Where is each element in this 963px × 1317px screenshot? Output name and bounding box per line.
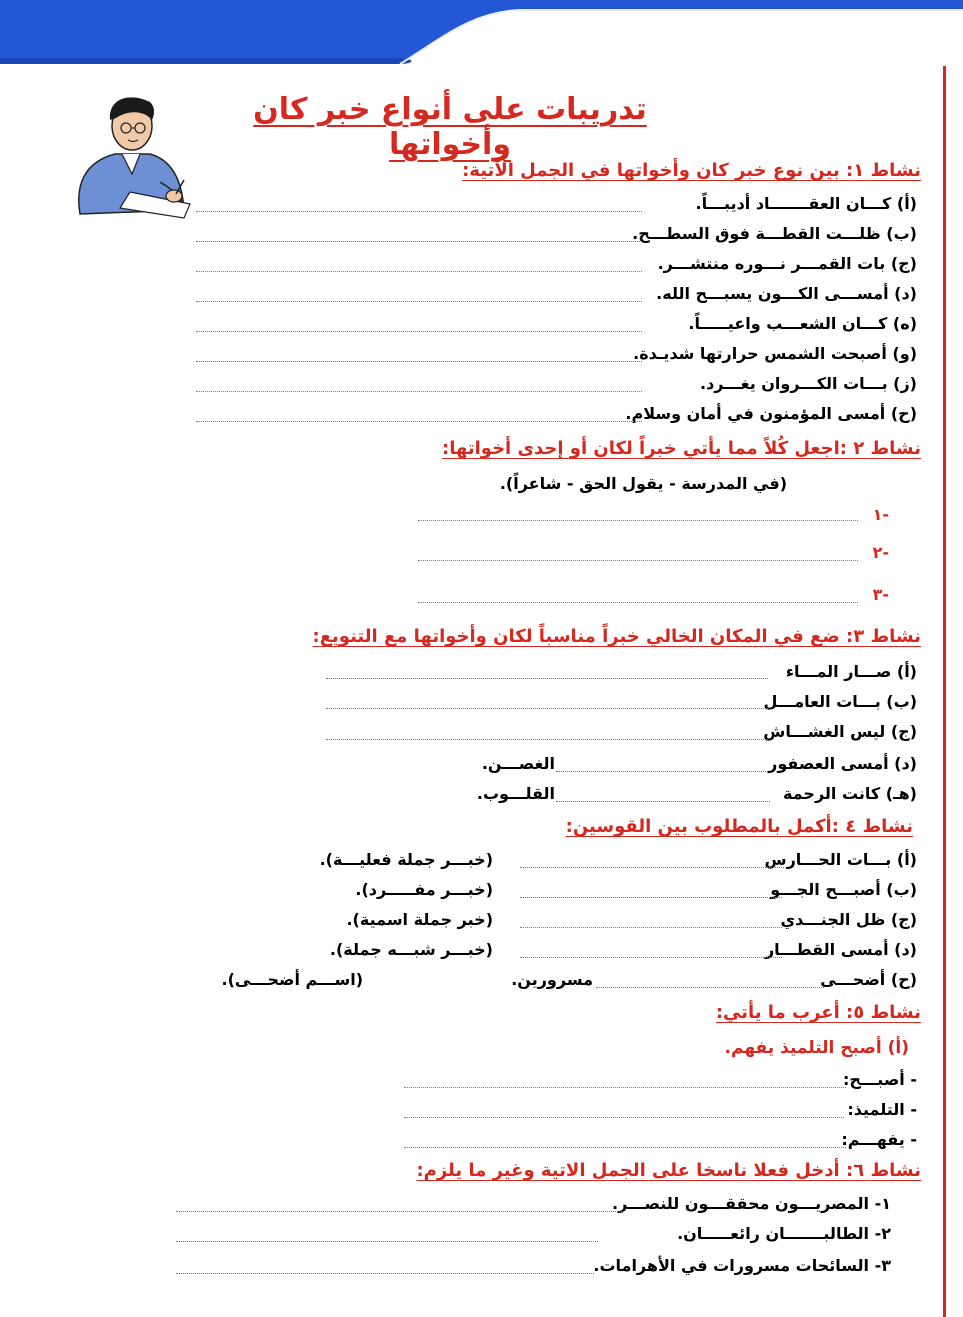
answer-line[interactable] xyxy=(196,271,642,272)
activity4-item xyxy=(765,940,917,959)
activity6-item xyxy=(612,1194,891,1213)
activity5-item-label: - التلميذ: xyxy=(847,1100,917,1119)
activity4-item-text: (ب) أصبـــح الجـــو xyxy=(770,880,917,899)
activity1-item-text: (د) أمســـى الكـــون يسبـــح الله. xyxy=(656,284,917,303)
answer-line[interactable] xyxy=(556,771,766,772)
activity4-item xyxy=(820,970,917,989)
activity2-number: -٣ xyxy=(872,585,889,604)
activity3-item xyxy=(768,754,917,773)
activity4-hint: (خبـــر مفـــــرد). xyxy=(355,880,493,899)
activity4-item xyxy=(765,850,917,869)
activity3-item xyxy=(763,722,917,741)
activity4-item-text: (د) أمسى القطـــار xyxy=(764,940,917,959)
activity1-item xyxy=(696,194,917,213)
answer-line[interactable] xyxy=(520,867,784,868)
activity5-heading: نشاط ٥: أعرب ما يأتي: xyxy=(715,1002,921,1023)
activity1-item-text: (ز) بـــات الكـــروان يغـــرد. xyxy=(700,374,917,393)
answer-line[interactable] xyxy=(596,987,824,988)
activity6-heading: نشاط ٦: أدخل فعلا ناسخا على الجمل الاتية وغير ما يلزم: xyxy=(416,1160,921,1181)
activity6-item-text: ١- المصريـــون محققـــون للنصـــر. xyxy=(612,1194,891,1213)
answer-line[interactable] xyxy=(196,211,642,212)
answer-line[interactable] xyxy=(418,560,858,561)
activity4-heading: نشاط ٤ :أكمل بالمطلوب بين القوسين: xyxy=(565,816,913,837)
answer-line[interactable] xyxy=(418,602,858,603)
activity3-item-text: (د) أمسى العصفور xyxy=(768,754,917,773)
activity6-item-text: ٣- السائحات مسرورات في الأهرامات. xyxy=(593,1256,891,1275)
answer-line[interactable] xyxy=(176,1241,598,1242)
activity1-item-text: (ب) ظلـــت القطـــة فوق السطـــح. xyxy=(632,224,917,243)
activity3-item-text: (ب) بـــات العامـــل xyxy=(763,692,917,711)
activity1-item-text: (ح) أمسى المؤمنون في أمان وسلام. xyxy=(625,404,917,423)
answer-line[interactable] xyxy=(326,678,768,679)
activity1-item xyxy=(656,284,917,303)
activity3-item-text: (هـ) كانت الرحمة xyxy=(783,784,917,803)
activity1-item xyxy=(688,314,917,333)
answer-line[interactable] xyxy=(196,391,642,392)
activity4-hint: (خبـــر شبـــه جملة). xyxy=(329,940,493,959)
activity4-item xyxy=(780,910,917,929)
answer-line[interactable] xyxy=(326,739,768,740)
activity5-item-label: - يفهـــم: xyxy=(841,1130,917,1149)
activity6-item-text: ٢- الطالبـــــــان رائعـــــان. xyxy=(677,1224,891,1243)
activity5-sentence: (أ) أصبح التلميذ يفهم. xyxy=(724,1038,909,1058)
activity1-item xyxy=(658,254,917,273)
answer-line[interactable] xyxy=(196,361,642,362)
activity1-item-text: (ه) كـــان الشعـــب واعيـــــاً. xyxy=(688,314,917,333)
activity1-heading: نشاط ١: بين نوع خبر كان وأخواتها في الجمل الآتية: xyxy=(462,160,921,181)
activity2-words: (في المدرسة - يقول الحق - شاعراً). xyxy=(499,474,787,493)
activity4-word: مسرورين. xyxy=(511,970,593,989)
activity4-hint: (خبـــر جملة فعليـــة). xyxy=(319,850,493,869)
activity5-item xyxy=(843,1070,917,1089)
activity1-item xyxy=(632,224,917,243)
activity3-item xyxy=(786,662,917,681)
activity1-item xyxy=(625,404,917,423)
answer-line[interactable] xyxy=(196,421,642,422)
answer-line[interactable] xyxy=(176,1211,624,1212)
activity3-item-tail: الغصـــن. xyxy=(481,754,555,773)
page-title: تدريبات على أنواع خبر كان وأخواتها xyxy=(253,92,647,162)
answer-line[interactable] xyxy=(520,897,782,898)
answer-line[interactable] xyxy=(404,1087,846,1088)
activity3-item-tail: القلـــوب. xyxy=(476,784,555,803)
activity3-item xyxy=(764,692,917,711)
right-margin-rule xyxy=(943,66,946,1317)
answer-line[interactable] xyxy=(196,331,642,332)
activity4-hint: (خبر جملة اسمية). xyxy=(346,910,493,929)
activity1-item-text: (ج) بات القمـــر نـــوره منتشـــر. xyxy=(657,254,917,273)
answer-line[interactable] xyxy=(176,1273,594,1274)
student-writing-illustration xyxy=(60,84,200,224)
answer-line[interactable] xyxy=(418,520,858,521)
activity1-item xyxy=(633,344,917,363)
answer-line[interactable] xyxy=(404,1117,844,1118)
activity3-item-text: (أ) صـــار المـــاء xyxy=(785,662,917,681)
activity4-item-text: (أ) بـــات الحـــارس xyxy=(764,850,917,869)
answer-line[interactable] xyxy=(404,1147,846,1148)
activity4-item-text: (ح) أضحـــى xyxy=(820,970,917,989)
activity5-item xyxy=(847,1100,917,1119)
activity6-item xyxy=(677,1224,891,1243)
activity5-item xyxy=(841,1130,917,1149)
answer-line[interactable] xyxy=(520,957,782,958)
activity1-item xyxy=(700,374,917,393)
answer-line[interactable] xyxy=(196,301,642,302)
answer-line[interactable] xyxy=(520,927,782,928)
activity2-number: -١ xyxy=(872,505,889,524)
activity2-number: -٢ xyxy=(872,543,889,562)
activity4-item-text: (ج) ظل الجنـــدي xyxy=(780,910,917,929)
activity3-item-text: (ج) ليس الغشـــاش xyxy=(763,722,917,741)
activity6-item xyxy=(593,1256,891,1275)
activity3-item xyxy=(783,784,917,803)
activity4-item xyxy=(770,880,917,899)
activity5-item-label: - أصبـــح: xyxy=(842,1070,917,1089)
activity3-heading: نشاط ٣: ضع في المكان الخالي خبراً مناسباً لكان وأخواتها مع التنويع: xyxy=(312,626,921,647)
top-banner xyxy=(0,0,963,68)
activity1-item-text: (و) أصبحت الشمس حرارتها شديـدة. xyxy=(633,344,917,363)
activity2-heading: نشاط ٢ :اجعل كُلاً مما يأتي خبراً لكان أو إحدى أخواتها: xyxy=(442,438,921,459)
activity4-hint: (اســـم أضحـــى). xyxy=(221,970,363,989)
answer-line[interactable] xyxy=(556,801,770,802)
answer-line[interactable] xyxy=(326,708,768,709)
answer-line[interactable] xyxy=(196,241,642,242)
activity1-item-text: (أ) كـــان العقـــــــاد أديبـــاً. xyxy=(695,194,917,213)
